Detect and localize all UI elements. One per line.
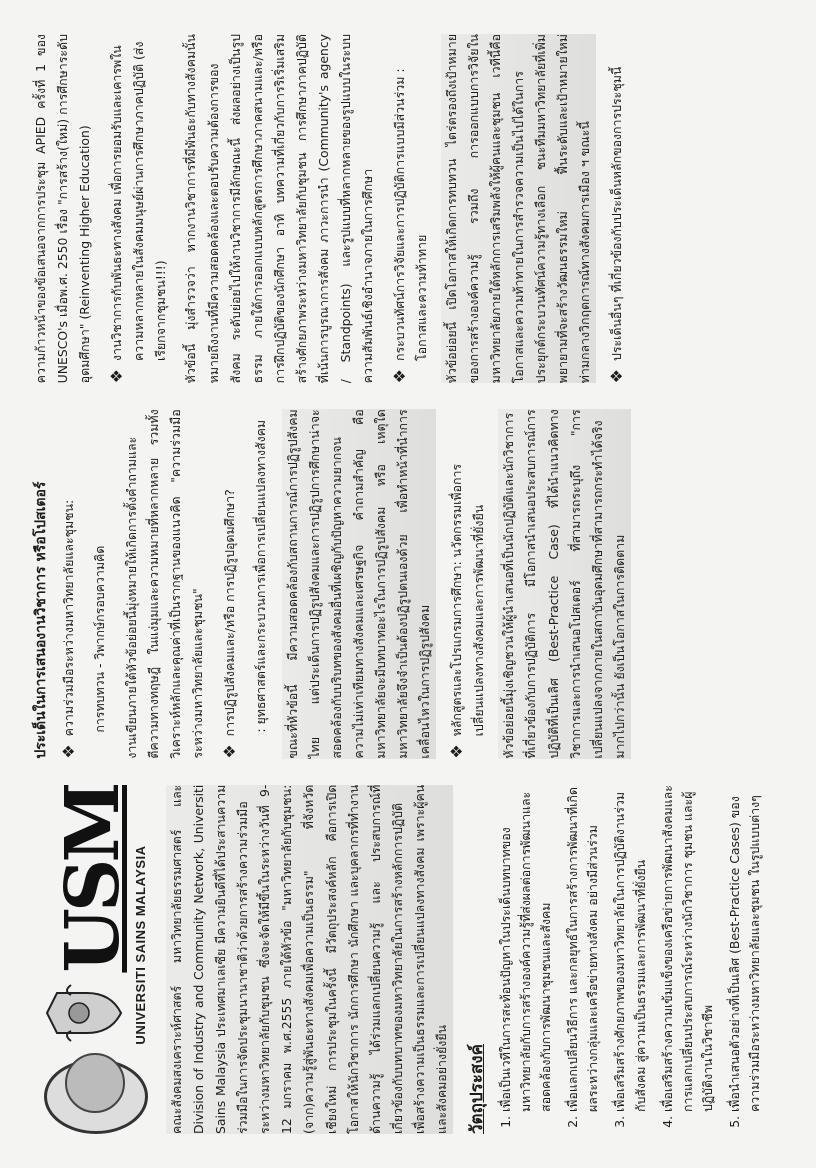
bullet-subline: การทบทวน - วิพากษ์กรอบความคิด: [91, 545, 107, 733]
objective-item: 1. เพื่อเป็นเวทีในการสะท้อนปัญหาในประเด็นบทบาทของมหาวิทยาลัยกับการสร้างองค์ความรู้ที่ส่งผลต่อการพัฒนาและสอดคล้องกับการพัฒนาชุมชนและสังคม: [496, 785, 556, 1112]
topic-paragraph: งานเขียนภายใต้หัวข้อย่อยนี้มุ่งหมายให้เกิดการตั้งคำถามและตีความทางทฤษฎี ในแง่มุมและความหมายที่หลากหลาย รวมทั้งวิเคราะห์หลักและคุณค่าที่เป็นรากฐานของแนวคิด "ความร่วมมือระหว่างมหาวิทยาลัยและชุมชน": [123, 409, 206, 759]
diamond-bullet-icon: ❖: [107, 369, 127, 384]
bullet-text: กระบวนทัศน์การวิจัยและการปฏิบัติการแบบมีส่วนร่วม : โอกาสและความท้าทาย: [392, 68, 430, 361]
usm-wordmark: USM: [50, 784, 137, 973]
faculty-seal-icon: [44, 1059, 148, 1134]
column-middle: [30, 409, 792, 758]
bullet-text: งานวิชาการกับพันธะทางสังคม เพื่อการยอมรับและเคารพในความหลากหลายในสังคมมนุษย์ผ่านการศึกษาภาคปฏิบัติ (ส่งเรียกจากชุมชน!!!): [109, 41, 169, 361]
university-name: UNIVERSITI SAINS MALAYSIA: [133, 845, 148, 1045]
objective-item: 5. เพื่อนำเสนอตัวอย่างที่เป็นเลิศ (Best-Practice Cases) ของความร่วมมือระหว่างมหาวิทยาลัยและชุมชน ในรูปแบบต่างๆ: [725, 785, 765, 1112]
continuation-paragraph: ความก้าวหน้าของข้อเสนอจากการประชุม APIED ครั้งที่ 1 ของ UNESCO's เมื่อพ.ศ. 2550 เรื่อง "การสร้าง(ใหม่) การศึกษาระดับอุดมศึกษา" (Reinventing Higher Education): [33, 34, 93, 384]
topic-paragraph: ขณะที่หัวข้อนี้ มีความสอดคล้องกับสถานการณ์การปฏิรูปสังคมไทย แต่ประเด็นการปฏิรูปสังคมและการปฏิรูปการศึกษาน่าจะสอดคล้องกับบริบทของสังคมอื่นที่เผชิญกับปัญหาความยากจน ความไม่เท่าเทียมทางสังคมและเศรษฐกิจ คำถามสำคัญ คือ มหาวิทยาลัยจะมีบทบาทอะไรในการปฏิรูปสังคม หรือ เหตุใดมหาวิทยาลัยจึงจำเป็นต้องปฏิรูปตนเองด้วย เพื่อทำหน้าที่นำการเคลื่อนไหวในการปฏิรูปสังคม: [282, 409, 437, 758]
topic-bullet: [219, 409, 241, 758]
topic-bullet: [106, 34, 172, 383]
topics-title: ประเด็นในการเสนองานวิชาการ หรือโปสเตอร์: [33, 481, 49, 759]
bullet-subline: : ยุทธศาสตร์และกระบวนการเพื่อการเปลี่ยนแปลงทางสังคม: [252, 419, 268, 733]
topic-bullet: [606, 34, 628, 383]
intro-paragraph: คณะสังคมสงเคราะห์ศาสตร์ มหาวิทยาลัยธรรมศาสตร์ และ Division of Industry and Community Network, Universiti Sains Malaysia ประเทศมาเลเซีย มีความยินดีที่ได้ประสานความร่วมมือในการจัดประชุมนานาชาติว่าด้วยการสร้างความร่วมมือระหว่างมหาวิทยาลัยกับชุมชน ซึ่งจะจัดให้มีขึ้นในระหว่างวันที่ 9-12 มกราคม พ.ศ.2555 ภายใต้หัวข้อ "มหาวิทยาลัยกับชุมชน: (จาก)ความรู้สู่พันธะทางสังคมเพื่อความเป็นธรรม" ที่จังหวัดเชียงใหม่ การประชุมในครั้งนี้ มีวัตถุประสงค์หลัก คือการเปิดโอกาสให้นักวิชาการ นักการศึกษา นักศึกษา และบุคลากรที่ทำงานด้านความรู้ ได้ร่วมแลกเปลี่ยนความรู้ และ ประสบการณ์ที่เกี่ยวข้องกับบทบาทของมหาวิทยาลัยในการสร้างหลักการปฏิบัติเพื่อสร้างความเป็นธรรมและการเปลี่ยนแปลงทางสังคม เพราะผู้คนและสังคมอย่างยั่งยืน: [166, 785, 453, 1134]
topic-paragraph: หัวข้อย่อยนี้มุ่งเชิญชวนให้ผู้นำเสนอที่เป็นนักปฏิบัติและนักวิชาการที่เกี่ยวข้องกับการปฏิบัติการ มีโอกาสนำเสนอประสบการณ์การปฏิบัติที่เป็นเลิศ (Best-Practice Case) ที่ได้นำแนวคิดทางวิชาการและการนำเสนอโปสเตอร์ ที่สามารถระบุถึง "การเปลี่ยนแปลงจากภายในสถาบันอุดมศึกษาที่สามารถกระทำได้จริง มากไปกว่านั้น ยังเป็นโอกาสในการติดตาม: [498, 409, 630, 758]
objective-item: 2. เพื่อแลกเปลี่ยนวิธีการ และกลยุทธ์ในการสร้างการพัฒนาที่เกิดผลระหว่างกลุ่มและเครือข่ายทางสังคม อย่างมีส่วนร่วม: [563, 785, 603, 1112]
diamond-bullet-icon: ❖: [59, 744, 79, 759]
objectives-list: [496, 785, 765, 1134]
diamond-bullet-icon: ❖: [220, 744, 240, 759]
usm-logo: [41, 785, 148, 1045]
diamond-bullet-icon: ❖: [447, 744, 467, 759]
bullet-text: ความร่วมมือระหว่างมหาวิทยาลัยและชุมชน:: [61, 499, 77, 737]
objective-item: 4. เพื่อเสริมสร้างความเข้มแข็งของเครือข่ายการพัฒนาสังคมและการแลกเปลี่ยนประสบการณ์ระหว่างนักวิชาการ ชุมชน และผู้ปฏิบัติงานในวิชาชีพ: [658, 785, 718, 1112]
objectives-heading: วัตถุประสงค์: [467, 1044, 488, 1134]
objective-item: 3. เพื่อเสริมสร้างศักยภาพของมหาวิทยาลัยในการปฏิบัติงานร่วมกับสังคม สู่ความเป็นธรรมและการพัฒนาที่ยั่งยืน: [610, 785, 650, 1112]
topic-paragraph: หัวข้อย่อยนี้ เปิดโอกาสให้เกิดการทบทวน ไตร่ตรองถึงเป้าหมายของการสร้างองค์ความรู้ รวมถึง การออกแบบการวิจัยในมหาวิทยาลัยภายใต้หลักการเสริมพลังให้ผู้คนและชุมชน เวทีนี้คือ โอกาสและความท้าทายในการสำรวจความเป็นไปได้ในการประยุกต์กระบวนทัศน์ความรู้ทางเลือก ชนะทีมมหาวิทยาลัยที่เพิ่มพยายามที่จะสร้างวัฒนธรรมใหม่ ฟื้นระดับและเป้าหมายใหม่ท่ามกลางวิกฤตการณ์ทางสังคมการเมือง ฯ ขณะนี้: [441, 34, 596, 383]
bullet-text: การปฏิรูปสังคมและ/หรือ การปฏิรูปอุดมศึกษา?: [222, 489, 238, 737]
topic-bullet: [446, 409, 490, 758]
bullet-text: ประเด็นอื่นๆ ที่เกี่ยวข้องกับประเด็นหลักของการประชุมนี้: [608, 66, 624, 361]
topic-bullet: [58, 409, 80, 758]
diamond-bullet-icon: ❖: [606, 369, 626, 384]
column-left: [30, 785, 792, 1134]
bullet-text: หลักสูตรและโปรแกรมการศึกษา: นวัตกรรมเพื่อการเปลี่ยนแปลงทางสังคมและการพัฒนาที่ยั่งยืน: [449, 463, 487, 737]
logo-bar: [30, 785, 148, 1134]
diamond-bullet-icon: ❖: [390, 369, 410, 384]
column-right: [30, 34, 792, 383]
coat-of-arms-icon: [41, 981, 127, 1045]
topic-paragraph: หัวข้อนี้ มุ่งสำรวจว่า หากงานวิชาการที่มีพันธะกับทางสังคมนั้น หมายถึงงานที่มีความสอดคล้องและตอบรับความต้องการของสังคม ระดับย่อยไปให้งานวิชาการมีลักษณะนี้ ส่งผลอย่างเป็นรูปธรรม ภายใต้การออกแบบหลักสูตรการศึกษาภาคสนามและ/หรือ การฝึกปฏิบัติของนักศึกษา อาทิ บทความที่เกี่ยวกับการริเริ่มเสริมสร้างศักยภาพระหว่างมหาวิทยาลัยกับชุมชน การศึกษาภาคปฏิบัติที่เน้นการบูรณาการสังคม ภาวะการนำ (Community's agency / Standpoints) และรูปแบบที่หลากหลายของรูปแบบในระบบความสัมพันธ์เชิงอำนาจภายในการศึกษา: [183, 34, 376, 384]
topic-bullet: [389, 34, 433, 383]
